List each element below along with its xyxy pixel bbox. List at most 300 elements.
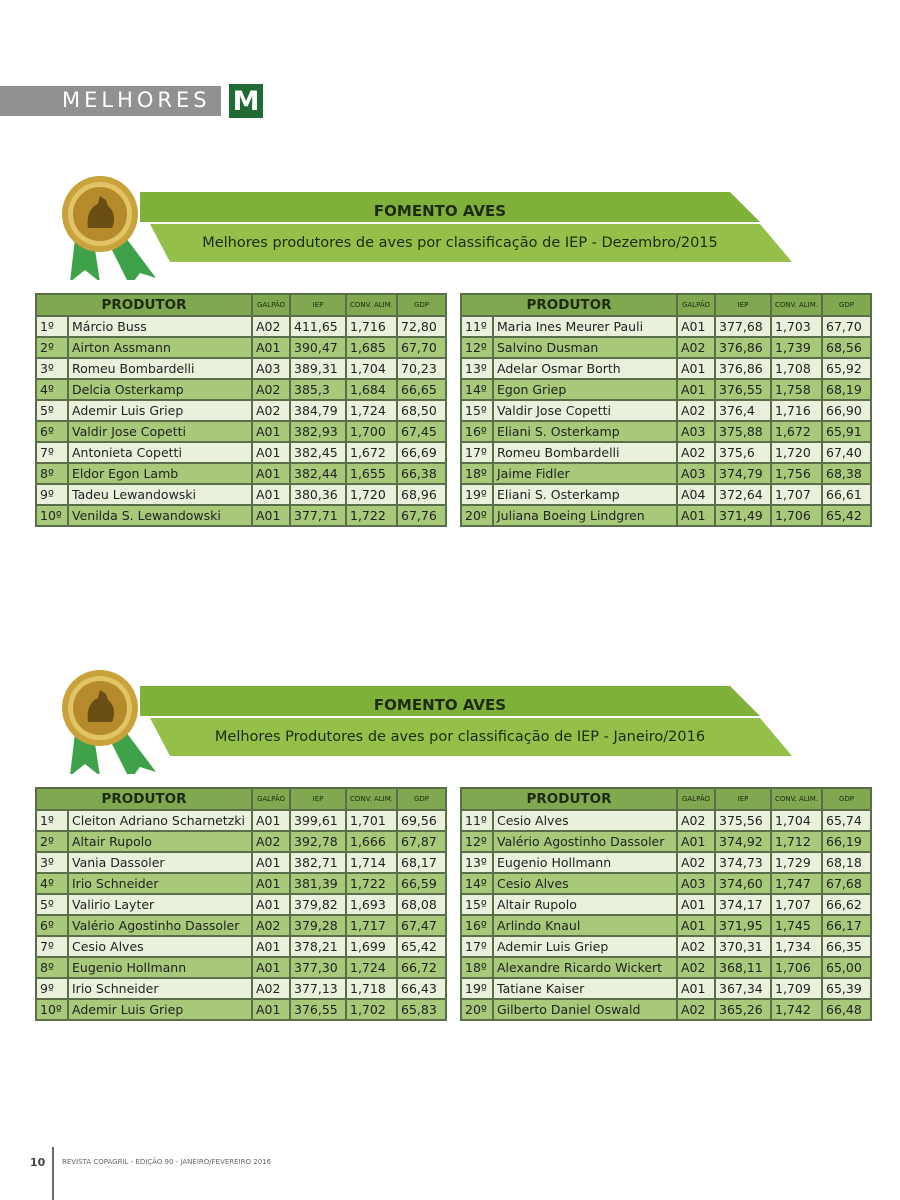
conv-alim-cell: 1,722: [346, 505, 397, 526]
galpao-cell: A01: [677, 894, 715, 915]
col-gdp: GDP: [397, 788, 446, 810]
galpao-cell: A02: [252, 831, 290, 852]
conv-alim-cell: 1,706: [771, 957, 822, 978]
table-row: [461, 915, 871, 936]
galpao-cell: A01: [252, 936, 290, 957]
iep-cell: 382,45: [290, 442, 346, 463]
producer-name-cell: Eugenio Hollmann: [68, 957, 252, 978]
galpao-cell: A01: [677, 379, 715, 400]
rank-cell: 5º: [36, 894, 68, 915]
gdp-cell: 67,45: [397, 421, 446, 442]
conv-alim-cell: 1,716: [771, 400, 822, 421]
medal-icon: [60, 170, 800, 280]
producer-name-cell: Antonieta Copetti: [68, 442, 252, 463]
galpao-cell: A02: [677, 852, 715, 873]
publication-info: REVISTA COPAGRIL - EDIÇÃO 90 - JANEIRO/FEVEREIRO 2016: [62, 1158, 272, 1166]
col-galpao: GALPÃO: [677, 294, 715, 316]
gdp-cell: 67,68: [822, 873, 871, 894]
conv-alim-cell: 1,672: [771, 421, 822, 442]
conv-alim-cell: 1,709: [771, 978, 822, 999]
conv-alim-cell: 1,724: [346, 400, 397, 421]
iep-cell: 411,65: [290, 316, 346, 337]
rank-cell: 7º: [36, 936, 68, 957]
conv-alim-cell: 1,703: [771, 316, 822, 337]
producer-name-cell: Altair Rupolo: [68, 831, 252, 852]
conv-alim-cell: 1,700: [346, 421, 397, 442]
rank-cell: 13º: [461, 358, 493, 379]
galpao-cell: A01: [677, 978, 715, 999]
gdp-cell: 68,50: [397, 400, 446, 421]
galpao-cell: A03: [677, 463, 715, 484]
rank-cell: 1º: [36, 316, 68, 337]
conv-alim-cell: 1,707: [771, 894, 822, 915]
conv-alim-cell: 1,672: [346, 442, 397, 463]
galpao-cell: A02: [677, 400, 715, 421]
producer-name-cell: Altair Rupolo: [493, 894, 677, 915]
galpao-cell: A01: [252, 852, 290, 873]
col-gdp: GDP: [822, 294, 871, 316]
producer-name-cell: Venilda S. Lewandowski: [68, 505, 252, 526]
col-galpao: GALPÃO: [252, 294, 290, 316]
table-row: [36, 484, 446, 505]
col-iep: IEP: [290, 788, 346, 810]
rank-cell: 19º: [461, 484, 493, 505]
rank-cell: 6º: [36, 915, 68, 936]
gdp-cell: 68,17: [397, 852, 446, 873]
table-row: [36, 505, 446, 526]
galpao-cell: A01: [252, 873, 290, 894]
conv-alim-cell: 1,712: [771, 831, 822, 852]
rank-cell: 15º: [461, 894, 493, 915]
section-label: MELHORES: [62, 88, 211, 112]
galpao-cell: A01: [677, 358, 715, 379]
galpao-cell: A02: [677, 999, 715, 1020]
conv-alim-cell: 1,655: [346, 463, 397, 484]
table-row: [36, 316, 446, 337]
producer-name-cell: Salvino Dusman: [493, 337, 677, 358]
conv-alim-cell: 1,720: [346, 484, 397, 505]
gdp-cell: 65,83: [397, 999, 446, 1020]
iep-cell: 381,39: [290, 873, 346, 894]
galpao-cell: A01: [252, 484, 290, 505]
rank-cell: 18º: [461, 957, 493, 978]
gdp-cell: 66,90: [822, 400, 871, 421]
conv-alim-cell: 1,724: [346, 957, 397, 978]
gdp-cell: 66,48: [822, 999, 871, 1020]
rank-cell: 4º: [36, 873, 68, 894]
iep-cell: 392,78: [290, 831, 346, 852]
producer-name-cell: Valdir Jose Copetti: [493, 400, 677, 421]
producer-name-cell: Cesio Alves: [68, 936, 252, 957]
gdp-cell: 66,35: [822, 936, 871, 957]
galpao-cell: A02: [677, 810, 715, 831]
rank-cell: 19º: [461, 978, 493, 999]
table-row: [461, 421, 871, 442]
rank-cell: 9º: [36, 978, 68, 999]
table-row: [461, 957, 871, 978]
galpao-cell: A02: [252, 915, 290, 936]
producer-name-cell: Maria Ines Meurer Pauli: [493, 316, 677, 337]
col-produtor: PRODUTOR: [461, 788, 677, 810]
rank-cell: 2º: [36, 337, 68, 358]
ranking-table-jan-left: [35, 787, 447, 1021]
col-produtor: PRODUTOR: [36, 294, 252, 316]
banner-title: FOMENTO AVES: [373, 696, 507, 714]
col-conv-alim: CONV. ALIM.: [771, 294, 822, 316]
table-row: [461, 873, 871, 894]
galpao-cell: A01: [677, 505, 715, 526]
conv-alim-cell: 1,717: [346, 915, 397, 936]
gdp-cell: 68,18: [822, 852, 871, 873]
galpao-cell: A02: [252, 400, 290, 421]
col-gdp: GDP: [397, 294, 446, 316]
producer-name-cell: Gilberto Daniel Oswald: [493, 999, 677, 1020]
page-number: 10: [30, 1156, 46, 1169]
producer-name-cell: Egon Griep: [493, 379, 677, 400]
iep-cell: 376,4: [715, 400, 771, 421]
rank-cell: 16º: [461, 421, 493, 442]
conv-alim-cell: 1,745: [771, 915, 822, 936]
table-row: [461, 463, 871, 484]
gdp-cell: 72,80: [397, 316, 446, 337]
iep-cell: 377,13: [290, 978, 346, 999]
iep-cell: 376,55: [290, 999, 346, 1020]
iep-cell: 379,28: [290, 915, 346, 936]
gdp-cell: 66,59: [397, 873, 446, 894]
galpao-cell: A01: [252, 463, 290, 484]
table-row: [461, 831, 871, 852]
iep-cell: 382,93: [290, 421, 346, 442]
col-gdp: GDP: [822, 788, 871, 810]
iep-cell: 390,47: [290, 337, 346, 358]
galpao-cell: A01: [252, 810, 290, 831]
gdp-cell: 67,76: [397, 505, 446, 526]
conv-alim-cell: 1,701: [346, 810, 397, 831]
iep-cell: 375,88: [715, 421, 771, 442]
col-conv-alim: CONV. ALIM.: [346, 294, 397, 316]
producer-name-cell: Irio Schneider: [68, 978, 252, 999]
galpao-cell: A03: [677, 873, 715, 894]
table-row: [461, 810, 871, 831]
rank-cell: 9º: [36, 484, 68, 505]
iep-cell: 377,71: [290, 505, 346, 526]
producer-name-cell: Ademir Luis Griep: [493, 936, 677, 957]
producer-name-cell: Tadeu Lewandowski: [68, 484, 252, 505]
iep-cell: 374,17: [715, 894, 771, 915]
rank-cell: 1º: [36, 810, 68, 831]
conv-alim-cell: 1,722: [346, 873, 397, 894]
producer-name-cell: Eliani S. Osterkamp: [493, 484, 677, 505]
table-row: [461, 337, 871, 358]
ranking-table-jan-right: [460, 787, 872, 1021]
gdp-cell: 69,56: [397, 810, 446, 831]
producer-name-cell: Valério Agostinho Dassoler: [493, 831, 677, 852]
gdp-cell: 66,69: [397, 442, 446, 463]
producer-name-cell: Juliana Boeing Lindgren: [493, 505, 677, 526]
col-iep: IEP: [290, 294, 346, 316]
conv-alim-cell: 1,716: [346, 316, 397, 337]
conv-alim-cell: 1,729: [771, 852, 822, 873]
rank-cell: 20º: [461, 999, 493, 1020]
iep-cell: 374,79: [715, 463, 771, 484]
banner-subtitle: Melhores produtores de aves por classificação de IEP - Dezembro/2015: [202, 235, 718, 251]
producer-name-cell: Ademir Luis Griep: [68, 400, 252, 421]
gdp-cell: 70,23: [397, 358, 446, 379]
table-row: [461, 358, 871, 379]
producer-name-cell: Delcia Osterkamp: [68, 379, 252, 400]
rank-cell: 15º: [461, 400, 493, 421]
table-row: [36, 852, 446, 873]
galpao-cell: A01: [677, 915, 715, 936]
rank-cell: 11º: [461, 316, 493, 337]
table-row: [36, 442, 446, 463]
medal-icon: [60, 664, 800, 774]
conv-alim-cell: 1,714: [346, 852, 397, 873]
iep-cell: 385,3: [290, 379, 346, 400]
iep-cell: 399,61: [290, 810, 346, 831]
col-conv-alim: CONV. ALIM.: [771, 788, 822, 810]
iep-cell: 375,6: [715, 442, 771, 463]
conv-alim-cell: 1,742: [771, 999, 822, 1020]
table-row: [36, 358, 446, 379]
producer-name-cell: Valdir Jose Copetti: [68, 421, 252, 442]
galpao-cell: A01: [677, 316, 715, 337]
banner-subtitle: Melhores Produtores de aves por classificação de IEP - Janeiro/2016: [214, 729, 706, 745]
iep-cell: 377,30: [290, 957, 346, 978]
table-row: [461, 999, 871, 1020]
table-row: [36, 400, 446, 421]
galpao-cell: A02: [252, 316, 290, 337]
rank-cell: 10º: [36, 999, 68, 1020]
gdp-cell: 65,92: [822, 358, 871, 379]
conv-alim-cell: 1,684: [346, 379, 397, 400]
conv-alim-cell: 1,756: [771, 463, 822, 484]
conv-alim-cell: 1,706: [771, 505, 822, 526]
galpao-cell: A02: [677, 936, 715, 957]
rank-cell: 12º: [461, 831, 493, 852]
galpao-cell: A02: [677, 957, 715, 978]
table-row: [36, 421, 446, 442]
conv-alim-cell: 1,758: [771, 379, 822, 400]
iep-cell: 382,71: [290, 852, 346, 873]
table-row: [36, 831, 446, 852]
producer-name-cell: Jaime Fidler: [493, 463, 677, 484]
iep-cell: 371,95: [715, 915, 771, 936]
galpao-cell: A01: [252, 421, 290, 442]
table-row: [36, 379, 446, 400]
producer-name-cell: Vania Dassoler: [68, 852, 252, 873]
gdp-cell: 67,40: [822, 442, 871, 463]
iep-cell: 376,86: [715, 358, 771, 379]
table-row: [461, 894, 871, 915]
gdp-cell: 66,17: [822, 915, 871, 936]
conv-alim-cell: 1,702: [346, 999, 397, 1020]
rank-cell: 3º: [36, 852, 68, 873]
rank-cell: 16º: [461, 915, 493, 936]
table-row: [461, 379, 871, 400]
rank-cell: 3º: [36, 358, 68, 379]
iep-cell: 372,64: [715, 484, 771, 505]
iep-cell: 378,21: [290, 936, 346, 957]
table-row: [461, 852, 871, 873]
producer-name-cell: Irio Schneider: [68, 873, 252, 894]
rank-cell: 18º: [461, 463, 493, 484]
gdp-cell: 66,65: [397, 379, 446, 400]
gdp-cell: 68,56: [822, 337, 871, 358]
conv-alim-cell: 1,747: [771, 873, 822, 894]
gdp-cell: 66,38: [397, 463, 446, 484]
conv-alim-cell: 1,720: [771, 442, 822, 463]
gdp-cell: 67,70: [822, 316, 871, 337]
conv-alim-cell: 1,693: [346, 894, 397, 915]
conv-alim-cell: 1,685: [346, 337, 397, 358]
ranking-table-dec-left: [35, 293, 447, 527]
iep-cell: 370,31: [715, 936, 771, 957]
galpao-cell: A03: [677, 421, 715, 442]
iep-cell: 371,49: [715, 505, 771, 526]
ranking-table-dec-right: [460, 293, 872, 527]
table-row: [461, 442, 871, 463]
galpao-cell: A02: [252, 379, 290, 400]
iep-cell: 389,31: [290, 358, 346, 379]
producer-name-cell: Valirio Layter: [68, 894, 252, 915]
table-row: [36, 999, 446, 1020]
iep-cell: 374,92: [715, 831, 771, 852]
galpao-cell: A01: [252, 337, 290, 358]
producer-name-cell: Arlindo Knaul: [493, 915, 677, 936]
conv-alim-cell: 1,666: [346, 831, 397, 852]
conv-alim-cell: 1,704: [346, 358, 397, 379]
table-row: [36, 915, 446, 936]
table-row: [36, 936, 446, 957]
rank-cell: 20º: [461, 505, 493, 526]
rank-cell: 10º: [36, 505, 68, 526]
galpao-cell: A01: [252, 505, 290, 526]
iep-cell: 382,44: [290, 463, 346, 484]
galpao-cell: A01: [252, 894, 290, 915]
gdp-cell: 65,00: [822, 957, 871, 978]
rank-cell: 8º: [36, 957, 68, 978]
gdp-cell: 66,19: [822, 831, 871, 852]
iep-cell: 380,36: [290, 484, 346, 505]
col-iep: IEP: [715, 788, 771, 810]
rank-cell: 17º: [461, 442, 493, 463]
rank-cell: 12º: [461, 337, 493, 358]
col-produtor: PRODUTOR: [461, 294, 677, 316]
conv-alim-cell: 1,734: [771, 936, 822, 957]
gdp-cell: 66,72: [397, 957, 446, 978]
rank-cell: 14º: [461, 873, 493, 894]
producer-name-cell: Eldor Egon Lamb: [68, 463, 252, 484]
producer-name-cell: Airton Assmann: [68, 337, 252, 358]
rank-cell: 8º: [36, 463, 68, 484]
iep-cell: 365,26: [715, 999, 771, 1020]
table-row: [461, 505, 871, 526]
table-row: [461, 484, 871, 505]
table-row: [461, 400, 871, 421]
rank-cell: 2º: [36, 831, 68, 852]
rank-cell: 13º: [461, 852, 493, 873]
producer-name-cell: Adelar Osmar Borth: [493, 358, 677, 379]
gdp-cell: 66,61: [822, 484, 871, 505]
iep-cell: 374,73: [715, 852, 771, 873]
table-row: [36, 894, 446, 915]
gdp-cell: 68,96: [397, 484, 446, 505]
producer-name-cell: Ademir Luis Griep: [68, 999, 252, 1020]
conv-alim-cell: 1,708: [771, 358, 822, 379]
gdp-cell: 66,43: [397, 978, 446, 999]
galpao-cell: A03: [252, 358, 290, 379]
rank-cell: 5º: [36, 400, 68, 421]
galpao-cell: A01: [677, 831, 715, 852]
producer-name-cell: Romeu Bombardelli: [493, 442, 677, 463]
iep-cell: 376,55: [715, 379, 771, 400]
magazine-logo: M: [229, 84, 263, 118]
banner-section-2: [60, 664, 800, 774]
gdp-cell: 67,87: [397, 831, 446, 852]
rank-cell: 7º: [36, 442, 68, 463]
gdp-cell: 65,42: [822, 505, 871, 526]
table-row: [36, 810, 446, 831]
iep-cell: 377,68: [715, 316, 771, 337]
gdp-cell: 67,47: [397, 915, 446, 936]
galpao-cell: A04: [677, 484, 715, 505]
table-row: [36, 873, 446, 894]
iep-cell: 384,79: [290, 400, 346, 421]
gdp-cell: 66,62: [822, 894, 871, 915]
conv-alim-cell: 1,699: [346, 936, 397, 957]
col-galpao: GALPÃO: [677, 788, 715, 810]
col-produtor: PRODUTOR: [36, 788, 252, 810]
producer-name-cell: Cesio Alves: [493, 810, 677, 831]
producer-name-cell: Cesio Alves: [493, 873, 677, 894]
table-row: [36, 337, 446, 358]
galpao-cell: A01: [252, 442, 290, 463]
rank-cell: 4º: [36, 379, 68, 400]
gdp-cell: 65,74: [822, 810, 871, 831]
iep-cell: 368,11: [715, 957, 771, 978]
galpao-cell: A02: [677, 442, 715, 463]
galpao-cell: A01: [252, 999, 290, 1020]
producer-name-cell: Tatiane Kaiser: [493, 978, 677, 999]
rank-cell: 11º: [461, 810, 493, 831]
galpao-cell: A01: [252, 957, 290, 978]
banner-section-1: [60, 170, 800, 280]
iep-cell: 379,82: [290, 894, 346, 915]
iep-cell: 376,86: [715, 337, 771, 358]
table-row: [36, 463, 446, 484]
iep-cell: 367,34: [715, 978, 771, 999]
galpao-cell: A02: [677, 337, 715, 358]
gdp-cell: 67,70: [397, 337, 446, 358]
gdp-cell: 68,19: [822, 379, 871, 400]
iep-cell: 374,60: [715, 873, 771, 894]
producer-name-cell: Márcio Buss: [68, 316, 252, 337]
table-row: [461, 936, 871, 957]
iep-cell: 375,56: [715, 810, 771, 831]
col-conv-alim: CONV. ALIM.: [346, 788, 397, 810]
gdp-cell: 68,08: [397, 894, 446, 915]
producer-name-cell: Valério Agostinho Dassoler: [68, 915, 252, 936]
conv-alim-cell: 1,739: [771, 337, 822, 358]
conv-alim-cell: 1,707: [771, 484, 822, 505]
galpao-cell: A02: [252, 978, 290, 999]
conv-alim-cell: 1,704: [771, 810, 822, 831]
rank-cell: 6º: [36, 421, 68, 442]
table-row: [461, 978, 871, 999]
producer-name-cell: Eugenio Hollmann: [493, 852, 677, 873]
producer-name-cell: Eliani S. Osterkamp: [493, 421, 677, 442]
